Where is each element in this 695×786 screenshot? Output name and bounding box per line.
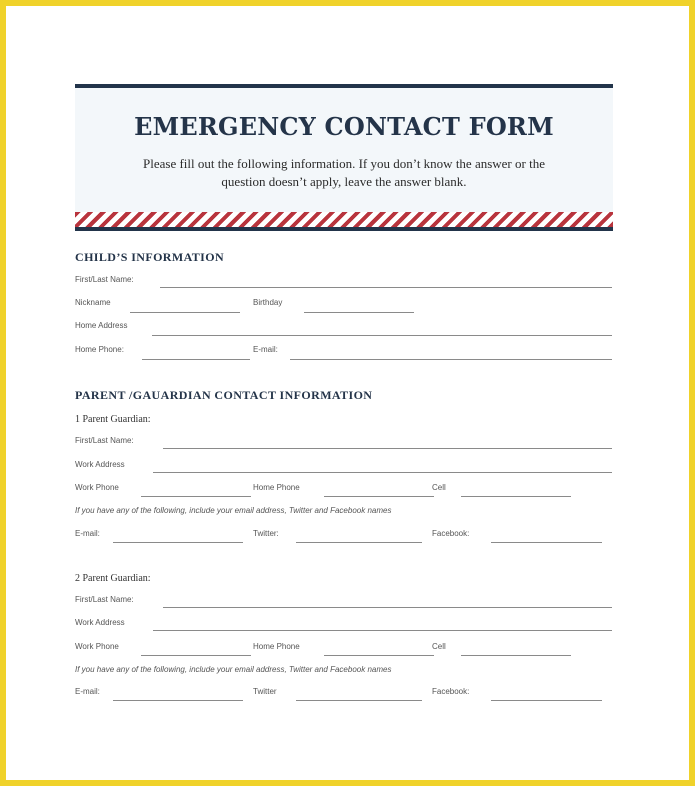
- guardian-1-work-address-label: Work Address: [75, 460, 125, 469]
- child-first-last-name-label: First/Last Name:: [75, 275, 134, 284]
- guardian-2-home-phone-field[interactable]: [324, 655, 434, 656]
- header-bottom-rule: [75, 227, 613, 231]
- guardian-1-cell-field[interactable]: [461, 496, 571, 497]
- child-nickname-field[interactable]: [130, 312, 240, 313]
- guardian-2-home-phone-label: Home Phone: [253, 642, 300, 651]
- guardian-1-email-field[interactable]: [113, 542, 243, 543]
- guardian-2-facebook-field[interactable]: [491, 700, 602, 701]
- guardian-1-first-last-name-label: First/Last Name:: [75, 436, 134, 445]
- child-email-label: E-mail:: [253, 345, 278, 354]
- guardian-2-work-phone-label: Work Phone: [75, 642, 119, 651]
- child-section-heading: CHILD’S INFORMATION: [75, 250, 225, 264]
- guardian-2-email-field[interactable]: [113, 700, 243, 701]
- child-home-address-field[interactable]: [152, 335, 612, 336]
- guardian-1-work-address-field[interactable]: [153, 472, 612, 473]
- guardian-2-email-label: E-mail:: [75, 687, 100, 696]
- guardian-1-email-label: E-mail:: [75, 529, 100, 538]
- guardian-2-cell-field[interactable]: [461, 655, 571, 656]
- guardian-1-twitter-label: Twitter:: [253, 529, 279, 538]
- guardian-2-work-address-field[interactable]: [153, 630, 612, 631]
- header-panel: [75, 88, 613, 212]
- guardian-1-facebook-label: Facebook:: [432, 529, 470, 538]
- guardian-1-home-phone-label: Home Phone: [253, 483, 300, 492]
- child-home-phone-label: Home Phone:: [75, 345, 124, 354]
- form-title: EMERGENCY CONTACT FORM: [134, 112, 554, 141]
- intro-line-1: Please fill out the following information. If you don’t know the answer or the: [143, 156, 545, 171]
- guardian-2-twitter-label: Twitter: [253, 687, 277, 696]
- guardian-1-twitter-field[interactable]: [296, 542, 422, 543]
- intro-line-2: question doesn’t apply, leave the answer blank.: [221, 174, 467, 189]
- guardian-2-first-last-name-label: First/Last Name:: [75, 595, 134, 604]
- guardian-2-twitter-field[interactable]: [296, 700, 422, 701]
- guardian-1-first-last-name-field[interactable]: [163, 448, 612, 449]
- guardian-1-work-phone-label: Work Phone: [75, 483, 119, 492]
- guardian-2-facebook-label: Facebook:: [432, 687, 470, 696]
- guardian-1-header: 1 Parent Guardian:: [75, 414, 151, 425]
- guardian-2-work-address-label: Work Address: [75, 618, 125, 627]
- child-nickname-label: Nickname: [75, 298, 111, 307]
- child-home-phone-field[interactable]: [142, 359, 250, 360]
- form-intro: [75, 155, 613, 191]
- child-first-last-name-field[interactable]: [160, 287, 612, 288]
- child-birthday-label: Birthday: [253, 298, 283, 307]
- guardian-1-work-phone-field[interactable]: [141, 496, 251, 497]
- candy-stripe-band: [75, 212, 613, 227]
- guardian-1-cell-label: Cell: [432, 483, 446, 492]
- child-birthday-field[interactable]: [304, 312, 414, 313]
- guardian-2-cell-label: Cell: [432, 642, 446, 651]
- guardian-2-social-note: If you have any of the following, include your email address, Twitter and Facebook names: [75, 665, 392, 674]
- guardian-1-home-phone-field[interactable]: [324, 496, 434, 497]
- child-email-field[interactable]: [290, 359, 612, 360]
- guardian-2-header: 2 Parent Guardian:: [75, 573, 151, 584]
- guardian-2-first-last-name-field[interactable]: [163, 607, 612, 608]
- guardian-1-facebook-field[interactable]: [491, 542, 602, 543]
- guardian-1-social-note: If you have any of the following, include your email address, Twitter and Facebook names: [75, 506, 392, 515]
- child-home-address-label: Home Address: [75, 321, 128, 330]
- parents-section-heading: PARENT /GAUARDIAN CONTACT INFORMATION: [75, 388, 373, 402]
- guardian-2-work-phone-field[interactable]: [141, 655, 251, 656]
